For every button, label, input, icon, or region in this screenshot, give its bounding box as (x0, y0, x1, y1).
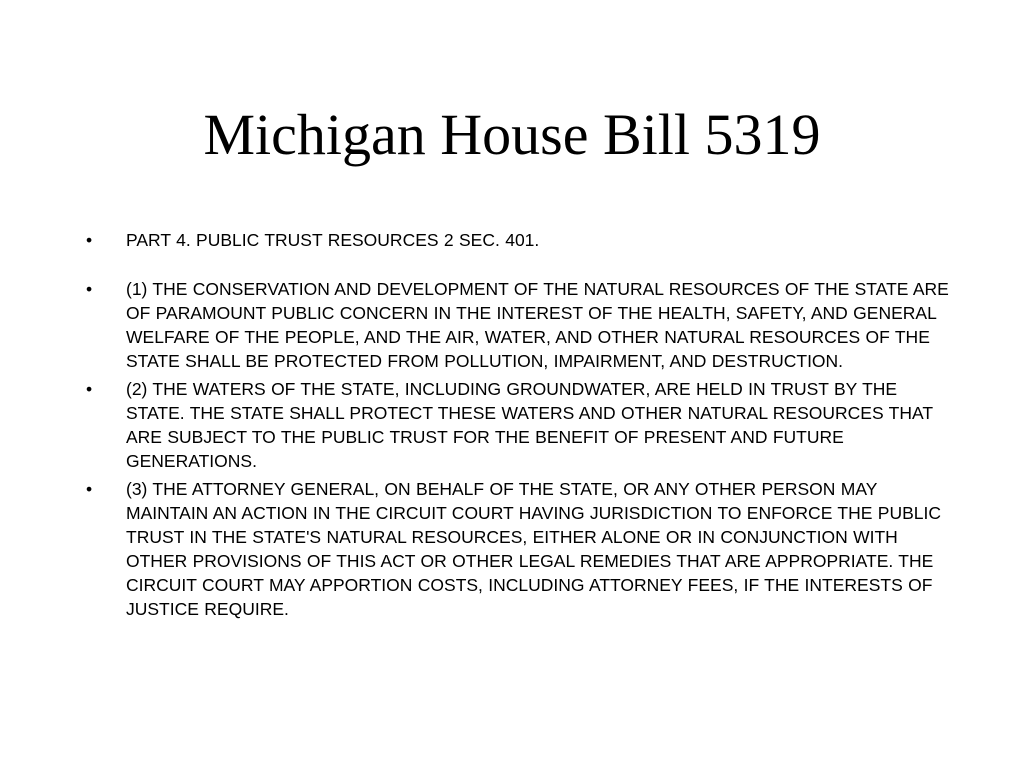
bullet-text: (2) THE WATERS OF THE STATE, INCLUDING GROUNDWATER, ARE HELD IN TRUST BY THE STATE. THE STATE SHALL PROTECT THESE WATERS AND OTHER NATURAL RESOURCES THAT ARE SUBJECT TO THE PUBLIC TRUST FOR THE BENEFIT OF PRESENT AND FUTURE GENERATIONS. (126, 379, 933, 471)
bullet-item-section-3 (86, 477, 956, 621)
bullet-icon: • (86, 279, 93, 299)
bullet-icon: • (86, 230, 93, 250)
bullet-item-section-1 (86, 277, 956, 373)
bullet-icon: • (86, 479, 93, 499)
slide-title: Michigan House Bill 5319 (203, 102, 821, 167)
bullet-text: (3) THE ATTORNEY GENERAL, ON BEHALF OF THE STATE, OR ANY OTHER PERSON MAY MAINTAIN AN ACTION IN THE CIRCUIT COURT HAVING JURISDICTION TO ENFORCE THE PUBLIC TRUST IN THE STATE'S NATURAL RESOURCES, EITHER ALONE OR IN CONJUNCTION WITH OTHER PROVISIONS OF THIS ACT OR OTHER LEGAL REMEDIES THAT ARE APPROPRIATE. THE CIRCUIT COURT MAY APPORTION COSTS, INCLUDING ATTORNEY FEES, IF THE INTERESTS OF JUSTICE REQUIRE. (126, 479, 941, 619)
bullet-icon: • (86, 379, 93, 399)
bullet-item-part-4 (86, 228, 956, 252)
bullet-text: (1) THE CONSERVATION AND DEVELOPMENT OF THE NATURAL RESOURCES OF THE STATE ARE OF PARAMOUNT PUBLIC CONCERN IN THE INTEREST OF THE HEALTH, SAFETY, AND GENERAL WELFARE OF THE PEOPLE, AND THE AIR, WATER, AND OTHER NATURAL RESOURCES OF THE STATE SHALL BE PROTECTED FROM POLLUTION, IMPAIRMENT, AND DESTRUCTION. (126, 279, 949, 371)
bullet-list (86, 228, 956, 621)
bullet-item-section-2 (86, 377, 956, 473)
bullet-text: PART 4. PUBLIC TRUST RESOURCES 2 SEC. 401. (126, 230, 540, 250)
